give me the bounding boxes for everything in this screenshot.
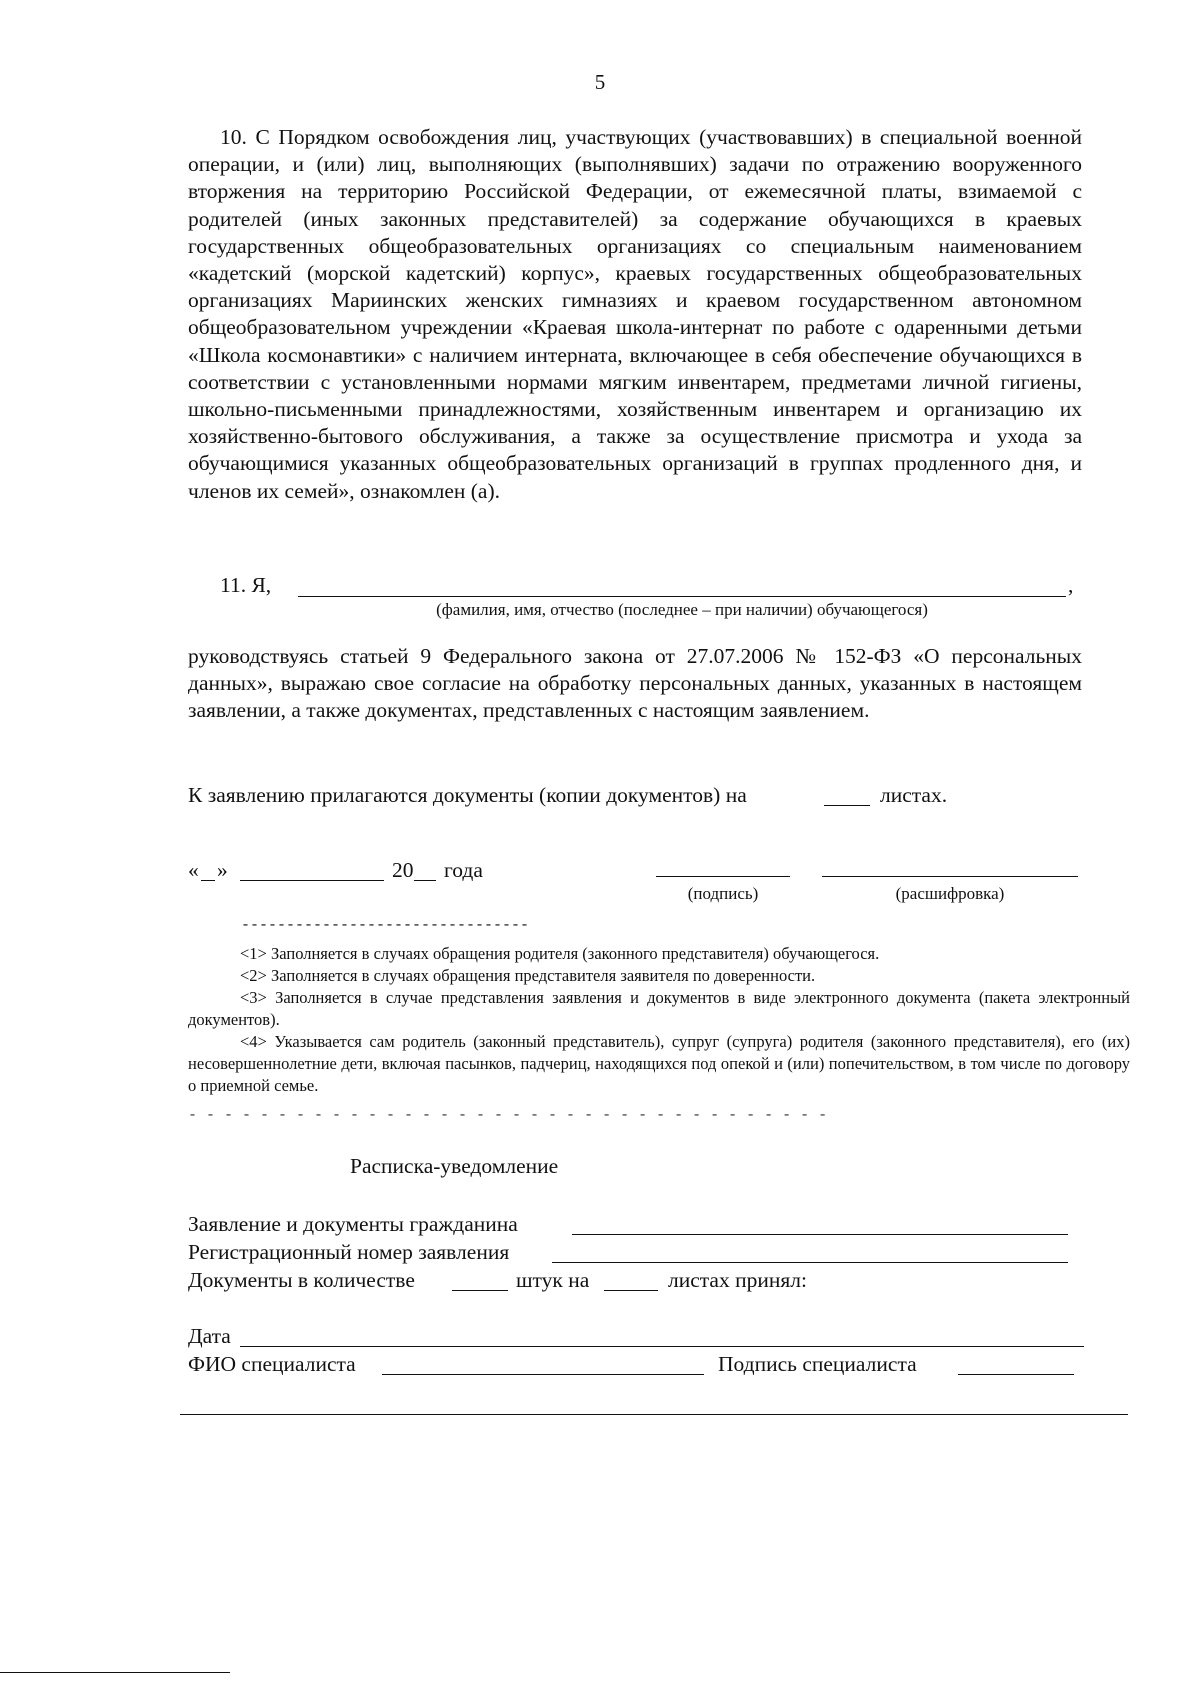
attachments-suffix: листах. (880, 783, 948, 807)
date-year-suffix: года (444, 858, 483, 882)
signature-decode-field[interactable] (822, 876, 1078, 877)
specialist-sign-label: Подпись специалиста (718, 1352, 917, 1376)
fio-label: ФИО специалиста (188, 1352, 356, 1376)
consent-paragraph (188, 643, 1082, 725)
receipt-sheets-field[interactable] (604, 1290, 658, 1291)
footnote-4: <4> Указывается сам родитель (законный представитель), супруг (супруга) родителя (законного представителя), его (их) несовершеннолетние дети, включая пасынков, падчериц, находящихся под опекой и (или) попечительством, в том числе по договору о приемной семье. (188, 1032, 1130, 1095)
attachments-prefix: К заявлению прилагаются документы (копии документов) на (188, 783, 747, 807)
paragraph-10-text: 10. С Порядком освобождения лиц, участвующих (участвовавших) в специальной военной операции, и (или) лиц, выполняющих (выполнявших) задачи по отражению вооруженного вторжения на территорию Российской Федерации, от ежемесячной платы, взимаемой с родителей (иных законных представителей) за содержание обучающихся в краевых государственных общеобразовательных организациях со специальным наименованием «кадетский (морской кадетский) корпус», краевых государственных общеобразовательных организациях Мариинских женских гимназиях и краевом государственном автономном общеобразовательном учреждении «Краевая школа-интернат по работе с одаренными детьми «Школа космонавтики» с наличием интерната, включающее в себя обеспечение обучающихся в соответствии с установленными нормами мягким инвентарем, предметами личной гигиены, школьно-письменными принадлежностями, хозяйственным инвентарем и организацию их хозяйственно-бытового обслуживания, а также за осуществление присмотра и ухода за обучающимися указанных общеобразовательных организаций в группах продленного дня, и членов их семей», ознакомлен (а). (188, 125, 1082, 503)
date-open-quote: « (188, 858, 199, 882)
specialist-signature-field[interactable] (958, 1374, 1074, 1375)
bottom-rule (180, 1414, 1128, 1415)
date-label: Дата (188, 1324, 231, 1348)
date-close-quote: » (217, 858, 228, 882)
consent-text: руководствуясь статьей 9 Федерального закона от 27.07.2006 № 152-ФЗ «О персональных данных», выражаю свое согласие на обработку персональных данных, указанных в настоящем заявлении, а также документах, представленных с настоящим заявлением. (188, 644, 1082, 723)
count-prefix: Документы в количестве (188, 1268, 415, 1292)
date-year-prefix: 20 (392, 858, 414, 882)
date-year-field[interactable] (414, 880, 436, 881)
sheets-count-field[interactable] (824, 805, 870, 806)
page-number: 5 (594, 70, 606, 94)
pieces-count-field[interactable] (452, 1290, 508, 1291)
footnote-separator: -------------------------------- (241, 917, 530, 934)
citizen-name-field[interactable] (572, 1234, 1068, 1235)
signature-caption: (подпись) (687, 884, 759, 903)
cut-line: - - - - - - - - - - - - - - - - - - - - - - - - - - - - - - - - - - - - (188, 1107, 828, 1124)
date-day-field[interactable] (201, 880, 215, 881)
decode-caption: (расшифровка) (895, 884, 1005, 903)
specialist-name-field[interactable] (382, 1374, 704, 1375)
student-name-field[interactable] (298, 596, 1066, 597)
footnote-1: <1> Заполняется в случаях обращения родителя (законного представителя) обучающегося. (240, 944, 880, 963)
receipt-date-field[interactable] (240, 1346, 1084, 1347)
signature-field[interactable] (656, 876, 790, 877)
docs-label: Заявление и документы гражданина (188, 1212, 518, 1236)
reg-number-label: Регистрационный номер заявления (188, 1240, 510, 1264)
reg-number-field[interactable] (552, 1262, 1068, 1263)
count-suffix: листах принял: (668, 1268, 807, 1292)
para11-comma: , (1068, 573, 1074, 597)
footnote-2: <2> Заполняется в случаях обращения представителя заявителя по доверенности. (240, 966, 816, 985)
receipt-title: Расписка-уведомление (350, 1154, 559, 1178)
page-edge-rule (0, 1672, 230, 1673)
date-month-field[interactable] (240, 880, 384, 881)
paragraph-10 (188, 124, 1082, 505)
para11-prefix: 11. Я, (220, 573, 272, 597)
footnote-3: <3> Заполняется в случае представления заявления и документов в виде электронного документа (пакета электронный документов). (188, 988, 1130, 1029)
footnotes (188, 943, 1130, 1097)
count-mid: штук на (516, 1268, 590, 1292)
student-name-caption: (фамилия, имя, отчество (последнее – при наличии) обучающегося) (436, 600, 928, 619)
